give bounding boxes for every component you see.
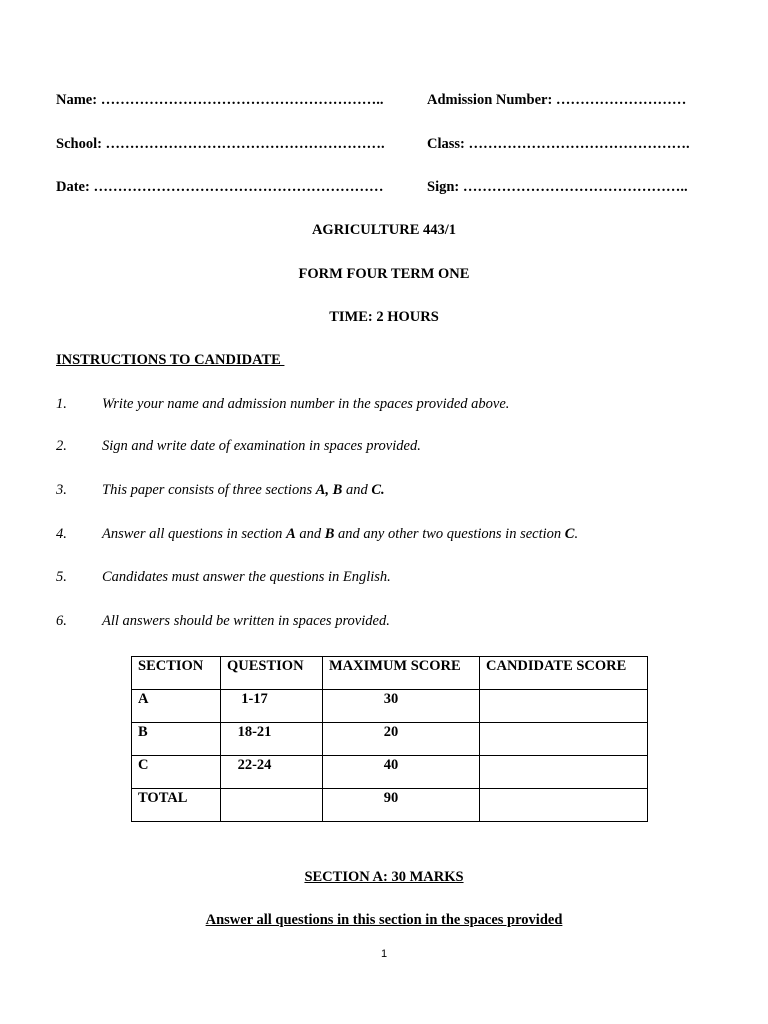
instruction-text: This paper consists of three sections A, B and C.: [102, 482, 385, 498]
score-table: [131, 656, 648, 822]
admission-number-field: Admission Number: ………………………: [427, 92, 687, 108]
table-header: MAXIMUM SCORE: [323, 657, 480, 690]
instruction-text: Sign and write date of examination in spaces provided.: [102, 438, 421, 454]
instruction-number: 1.: [56, 396, 67, 412]
instruction-text: Candidates must answer the questions in English.: [102, 569, 391, 585]
table-cell: 1-17: [221, 690, 323, 723]
table-cell: TOTAL: [132, 789, 221, 822]
table-cell: 90: [323, 789, 480, 822]
candidate-score-cell: [480, 756, 648, 789]
class-field: Class: ……………………………………….: [427, 136, 690, 152]
table-header: CANDIDATE SCORE: [480, 657, 648, 690]
table-row: [132, 723, 648, 756]
candidate-score-cell: [480, 690, 648, 723]
instruction-number: 5.: [56, 569, 67, 585]
table-cell: 40: [323, 756, 480, 789]
instructions-heading: INSTRUCTIONS TO CANDIDATE: [56, 352, 285, 368]
name-field: Name: …………………………………………………..: [56, 92, 384, 108]
candidate-score-cell: [480, 723, 648, 756]
instruction-text: Write your name and admission number in the spaces provided above.: [102, 396, 510, 412]
sign-field: Sign: ………………………………………..: [427, 179, 688, 195]
form-term: FORM FOUR TERM ONE: [298, 266, 470, 282]
date-field: Date: ……………………………………………………: [56, 179, 384, 195]
table-cell: 18-21: [221, 723, 323, 756]
instruction-text: Answer all questions in section A and B and any other two questions in section C.: [102, 526, 579, 542]
exam-time: TIME: 2 HOURS: [329, 309, 439, 325]
table-header: SECTION: [132, 657, 221, 690]
table-row: [132, 756, 648, 789]
page-number: 1: [380, 948, 388, 960]
table-row: [132, 789, 648, 822]
table-cell: 22-24: [221, 756, 323, 789]
table-row: [132, 690, 648, 723]
section-a-title: SECTION A: 30 MARKS: [304, 869, 464, 885]
instruction-number: 6.: [56, 613, 67, 629]
instruction-text: All answers should be written in spaces provided.: [102, 613, 390, 629]
table-header: QUESTION: [221, 657, 323, 690]
instruction-number: 2.: [56, 438, 67, 454]
table-cell: B: [132, 723, 221, 756]
table-cell: C: [132, 756, 221, 789]
instruction-number: 4.: [56, 526, 67, 542]
subject-title: AGRICULTURE 443/1: [311, 222, 457, 238]
table-header-row: [132, 657, 648, 690]
section-a-subtitle: Answer all questions in this section in the spaces provided: [205, 912, 563, 928]
table-cell: 20: [323, 723, 480, 756]
table-cell: A: [132, 690, 221, 723]
table-cell: 30: [323, 690, 480, 723]
table-cell: [221, 789, 323, 822]
candidate-score-cell: [480, 789, 648, 822]
school-field: School: ………………………………………………….: [56, 136, 385, 152]
instruction-number: 3.: [56, 482, 67, 498]
